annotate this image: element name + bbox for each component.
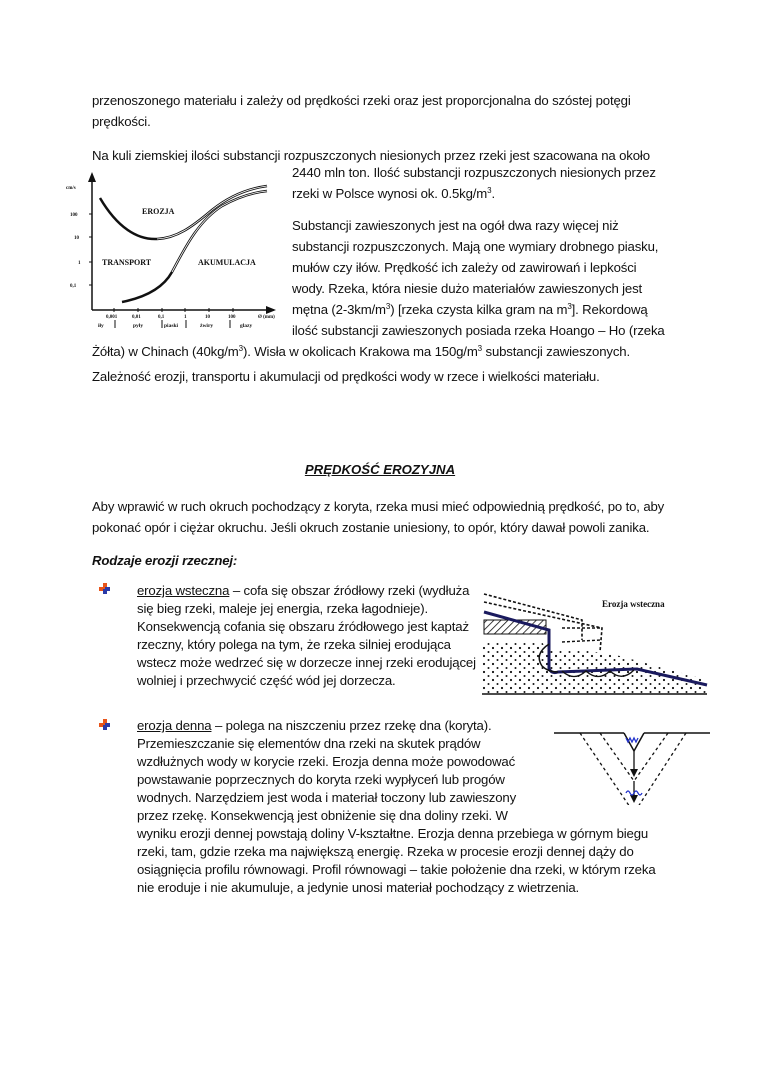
bullet-1-line-3: Konsekwencją cofania się obszaru źródłowego jest kaptaż [137, 619, 469, 634]
svg-text:EROZJA: EROZJA [142, 207, 175, 216]
intro-line-2: prędkości. [92, 114, 151, 129]
text: . [491, 186, 495, 201]
diagram-label: Erozja wsteczna [602, 599, 665, 609]
svg-text:0,001: 0,001 [106, 315, 118, 320]
bullet-1-line-4: rzeczny, który polega na tym, że rzeka silniej erodująca [137, 637, 451, 652]
dissolved-line-1: Na kuli ziemskiej ilości substancji rozpuszczonych niesionych przez rzeki jest szacowana na około [92, 148, 650, 163]
svg-text:100: 100 [70, 213, 78, 218]
superscript: 3 [238, 344, 243, 353]
text: ) [rzeka czysta kilka gram na m [390, 302, 568, 317]
bullet-2-line-10: nie eroduje i nie akumuluje, a jedynie unosi materiał pochodzący z wietrzenia. [137, 880, 580, 895]
section-heading: PRĘDKOŚĆ EROZYJNA [304, 462, 456, 477]
svg-text:0,1: 0,1 [158, 315, 165, 320]
bullet-2-line-7: wyniku erozji dennej powstają doliny V-kształtne. Erozja denna przebiega w górnym biegu [137, 826, 649, 841]
svg-text:AKUMULACJA: AKUMULACJA [198, 258, 256, 267]
superscript: 3 [477, 344, 482, 353]
suspended-line-6: ilość substancji zawieszonych posiada rzeka Hoango – Ho (rzeka [292, 323, 665, 338]
text: – polega na niszczeniu przez rzekę dna (koryta). [211, 718, 492, 733]
svg-text:żwiry: żwiry [200, 323, 214, 329]
svg-text:piaski: piaski [164, 323, 179, 329]
dissolved-line-2: 2440 mln ton. Ilość substancji rozpuszczonych niesionych przez [292, 165, 656, 180]
svg-text:1: 1 [184, 315, 187, 320]
colorful-cross-bullet-icon [98, 582, 112, 596]
svg-text:Ø (mm): Ø (mm) [258, 315, 275, 320]
svg-text:cm/s: cm/s [66, 186, 76, 191]
term-backward-erosion: erozja wsteczna [137, 583, 230, 598]
text: substancji zawieszonych. [481, 344, 630, 359]
text: rzeki w Polsce wynosi ok. 0.5kg/m [292, 186, 488, 201]
figure-caption: Zależność erozji, transportu i akumulacji od prędkości wody w rzece i wielkości materiału. [92, 369, 600, 384]
suspended-line-7 [92, 341, 630, 362]
term-bottom-erosion: erozja denna [137, 718, 212, 733]
bullet-2-line-9: osiągnięcia profilu równowagi. Profil równowagi – takie położenie dna rzeki, w którym rzeka [137, 862, 656, 877]
intro-line-1: przenoszonego materiału i zależy od prędkości rzeki oraz jest proporcjonalna do szóstej potęgi [92, 93, 631, 108]
erosion-intro-line-1: Aby wprawić w ruch okruch pochodzący z koryta, rzeka musi mieć odpowiednią prędkość, po to, aby [92, 499, 665, 514]
erosion-intro-line-2: pokonać opór i ciężar okruchu. Jeśli okruch zostanie uniesiony, to opór, który dawał powoli zanika. [92, 520, 650, 535]
suspended-line-2: substancji rozpuszczonych. Mają one wymiary drobnego piasku, [292, 239, 659, 254]
bullet-2-line-8: rzeki, tam, gdzie rzeka ma największą energię. Rzeka w procesie erozji dennej dąży do [137, 844, 634, 859]
svg-text:pyły: pyły [133, 323, 144, 329]
bullet-2-line-4: powstawanie poprzecznych do koryta rzeki wypłyceń lub progów [137, 772, 505, 787]
bullet-2-line-5: wodnych. Narzędziem jest woda i materiał toczony lub zawieszony [137, 790, 517, 805]
superscript: 3 [385, 302, 391, 311]
suspended-line-1: Substancji zawieszonych jest na ogół dwa razy więcej niż [292, 218, 619, 233]
svg-text:0,1: 0,1 [70, 284, 77, 289]
svg-text:TRANSPORT: TRANSPORT [102, 258, 152, 267]
text: ]. Rekordową [571, 302, 648, 317]
superscript: 3 [567, 302, 572, 311]
bullet-2-line-3: wzdłużnych wody w korycie rzeki. Erozja denna może powodować [137, 754, 516, 769]
suspended-line-4: wody. Rzeka, która niesie dużo materiałów zawieszonych jest [292, 281, 643, 296]
text: mętna (2-3km/m [292, 302, 386, 317]
colorful-cross-bullet-icon [98, 718, 112, 732]
svg-text:10: 10 [74, 236, 79, 241]
bullet-1-line-5: wstecz może wedrzeć się w dorzecze innej rzeki erodującej [137, 655, 476, 670]
bullet-1-line-6: wolniej i przechwycić część wód jej dorzecza. [137, 673, 396, 688]
svg-text:10: 10 [205, 315, 210, 320]
svg-text:100: 100 [228, 315, 236, 320]
hjulstrom-chart [62, 172, 284, 332]
types-heading: Rodzaje erozji rzecznej: [92, 553, 238, 568]
backward-erosion-diagram [482, 582, 714, 698]
v-valley-diagram [550, 725, 720, 805]
bullet-1-line-2: się bieg rzeki, maleje jej energia, rzeka łagodnieje). [137, 601, 428, 616]
text: – cofa się obszar źródłowy rzeki (wydłuża [229, 583, 470, 598]
bullet-2-line-2: Przemieszczanie się elementów dna rzeki na skutek prądów [137, 736, 481, 751]
svg-text:0,01: 0,01 [132, 315, 141, 320]
svg-text:glazy: glazy [240, 323, 253, 329]
svg-text:iły: iły [98, 323, 104, 329]
superscript: 3 [487, 186, 492, 195]
bullet-2-line-6: przez rzekę. Konsekwencją jest obniżenie się dna doliny rzeki. W [137, 808, 508, 823]
text: ). Wisła w okolicach Krakowa ma 150g/m [242, 344, 478, 359]
dissolved-line-3 [292, 183, 495, 204]
suspended-line-3: mułów czy iłów. Prędkość ich zależy od zawirowań i lepkości [292, 260, 637, 275]
svg-text:1: 1 [78, 261, 81, 266]
text: Żółta) w Chinach (40kg/m [92, 344, 239, 359]
suspended-line-5 [292, 299, 648, 320]
